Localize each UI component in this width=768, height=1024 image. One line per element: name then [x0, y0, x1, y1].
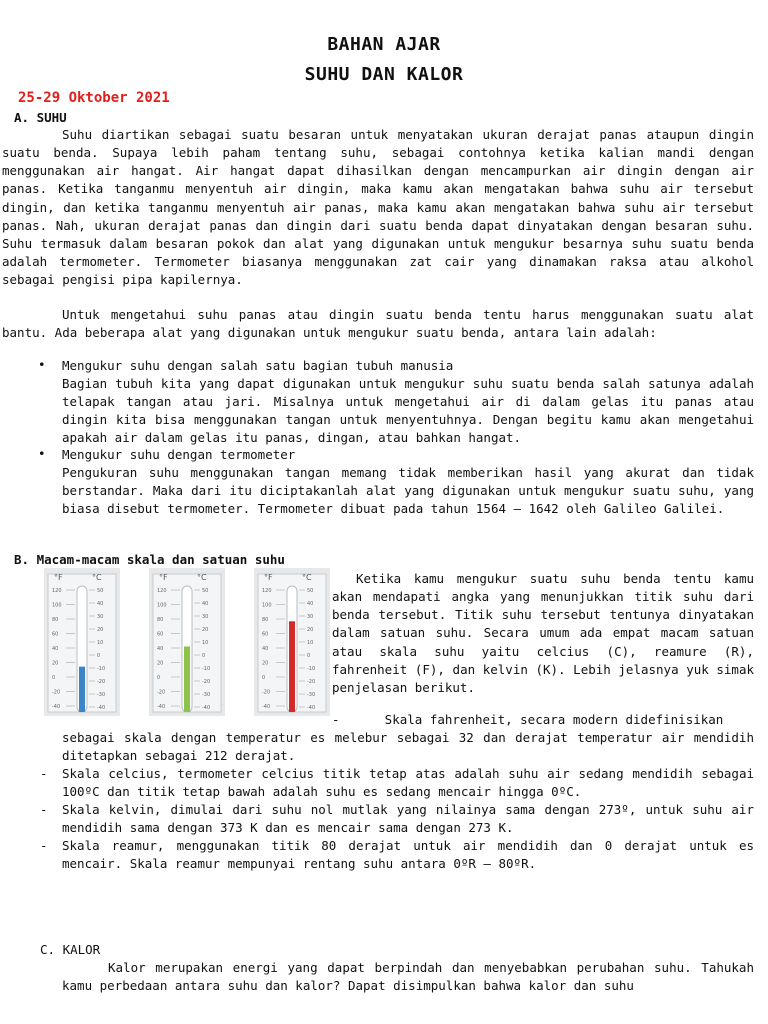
- f-tick-label: 20: [52, 660, 59, 667]
- thermometer-2: [149, 568, 225, 716]
- c-tick-label: -10: [307, 666, 316, 672]
- f-tick-label: 80: [262, 617, 269, 623]
- dash-bullet: -: [40, 802, 48, 817]
- c-tick-label: 10: [307, 640, 314, 646]
- thermometer-3: [254, 568, 330, 716]
- f-tick-label: 20: [157, 660, 164, 667]
- section-a-para2-text: [2, 306, 754, 342]
- f-tick-label: -20: [52, 689, 61, 696]
- c-tick-label: 20: [97, 627, 104, 633]
- f-tick-label: 80: [52, 617, 59, 623]
- c-tick-label: 40: [307, 601, 314, 607]
- celcius-item: Skala celcius, termometer celcius titik tetap atas adalah suhu air sedang mendidih sebagai 100ºC dan titik tetap bawah adalah suhu es sedang mencair hingga 0ºC.: [62, 766, 754, 800]
- f-tick-label: 100: [157, 602, 167, 609]
- section-b-intro-body: Ketika kamu mengukur suatu suhu benda tentu kamu akan mendapati angka yang menunjukkan titik suhu dari benda tersebut. Titik suhu tersebut tentunya dinyatakan dalam satuan suhu. Secara umum ada empat macam satuan atau skala suhu yaitu celcius (C), reamure (R), fahrenheit (F), dan kelvin (K). Lebih jelasnya yuk simak penjelasan berikut.: [332, 571, 754, 695]
- scale-c-label: °C: [302, 573, 312, 582]
- thermometers-graphic: [44, 568, 330, 716]
- bullet-dot: •: [38, 446, 46, 461]
- scale-f-label: °F: [264, 573, 273, 582]
- f-tick-label: 100: [52, 602, 62, 609]
- c-tick-label: 50: [307, 588, 314, 594]
- f-tick-label: 60: [157, 631, 164, 638]
- c-tick-label: 0: [307, 653, 311, 659]
- section-c-para: [62, 959, 754, 995]
- c-tick-label: 20: [202, 627, 209, 633]
- reamur-item: Skala reamur, menggunakan titik 80 derajat untuk air mendidih dan 0 derajat untuk es mencair. Skala reamur mempunyai rentang suhu antara 0ºR – 80ºR.: [62, 838, 754, 872]
- thermometer-liquid: [184, 646, 190, 712]
- scale-f-label: °F: [54, 573, 63, 582]
- f-tick-label: 120: [262, 588, 272, 594]
- c-tick-label: 10: [202, 640, 209, 646]
- bullet-2-title: Mengukur suhu dengan termometer: [62, 447, 296, 462]
- f-tick-label: 120: [52, 588, 62, 594]
- section-b-intro: [332, 570, 754, 697]
- scale-c-label: °C: [92, 573, 102, 582]
- c-tick-label: -30: [97, 692, 106, 698]
- c-tick-label: -40: [307, 705, 316, 711]
- c-tick-label: -10: [97, 666, 106, 672]
- f-tick-label: 60: [52, 631, 59, 638]
- section-c-para-body: Kalor merupakan energi yang dapat berpindah dan menyebabkan perubahan suhu. Tahukah kamu perbedaan antara suhu dan kalor? Dapat disimpulkan bahwa kalor dan suhu: [62, 960, 754, 994]
- c-tick-label: 40: [202, 601, 209, 607]
- f-tick-label: 40: [52, 646, 59, 652]
- c-tick-label: -10: [202, 666, 211, 672]
- section-b-heading: B. Macam-macam skala dan satuan suhu: [14, 552, 285, 567]
- c-tick-label: 30: [307, 614, 314, 620]
- f-tick-label: 0: [262, 675, 266, 681]
- c-tick-label: -40: [97, 705, 106, 711]
- f-tick-label: 0: [157, 675, 161, 681]
- c-tick-label: -40: [202, 705, 211, 711]
- f-tick-label: 100: [262, 602, 272, 609]
- section-a-para1-text: [2, 126, 754, 289]
- bullet-1-body: Bagian tubuh kita yang dapat digunakan untuk mengukur suhu suatu benda salah satunya adalah telapak tangan atau jari. Misalnya untuk mengetahui air di dalam gelas itu panas atau dingin kita bisa menggunakan tangan untuk menyentuhnya. Dengan begitu kamu akan mengetahui apakah air dalam gelas itu panas, dingan, atau bahkan hangat.: [62, 376, 754, 446]
- f-tick-label: -20: [262, 689, 271, 696]
- f-tick-label: 120: [157, 588, 167, 594]
- c-tick-label: -20: [97, 679, 106, 685]
- date-label: 25-29 Oktober 2021: [18, 90, 170, 106]
- f-tick-label: -40: [262, 704, 271, 710]
- f-tick-label: 0: [52, 675, 56, 681]
- bullet-2-body: Pengukuran suhu menggunakan tangan memang tidak memberikan hasil yang akurat dan tidak berstandar. Maka dari itu diciptakanlah alat yang digunakan untuk mengukur suatu suhu, yang biasa disebut termometer. Termometer dibuat pada tahun 1564 – 1642 oleh Galileo Galilei.: [62, 465, 754, 517]
- fahrenheit-rest: sebagai skala dengan temperatur es melebur sebagai 32 dan derajat temperatur air mendidih ditetapkan sebagai 212 derajat.: [62, 730, 754, 764]
- bullet-dot: •: [38, 357, 46, 372]
- f-tick-label: 40: [157, 646, 164, 652]
- dash-bullet: -: [40, 766, 48, 781]
- scale-c-label: °C: [197, 573, 207, 582]
- thermometer-1: [44, 568, 120, 716]
- c-tick-label: 20: [307, 627, 314, 633]
- scale-f-label: °F: [159, 573, 168, 582]
- fahrenheit-lead: - Skala fahrenheit, secara modern didefinisikan: [332, 712, 724, 727]
- section-a-para2-body: Untuk mengetahui suhu panas atau dingin suatu benda tentu harus menggunakan suatu alat bantu. Ada beberapa alat yang digunakan untuk mengukur suatu benda, antara lain adalah:: [2, 307, 754, 341]
- bullet-1-title: Mengukur suhu dengan salah satu bagian tubuh manusia: [62, 358, 454, 373]
- doc-title-line2: SUHU DAN KALOR: [304, 64, 464, 85]
- kelvin-item: Skala kelvin, dimulai dari suhu nol mutlak yang nilainya sama dengan 273º, untuk suhu air mendidih sama dengan 373 K dan es mencair sama dengan 273 K.: [62, 802, 754, 836]
- c-tick-label: -30: [202, 692, 211, 698]
- f-tick-label: 80: [157, 617, 164, 623]
- c-tick-label: -30: [307, 692, 316, 698]
- thermometer-liquid: [79, 667, 85, 712]
- c-tick-label: 10: [97, 640, 104, 646]
- f-tick-label: 60: [262, 631, 269, 638]
- f-tick-label: 20: [262, 660, 269, 667]
- c-tick-label: 50: [97, 588, 104, 594]
- c-tick-label: 0: [97, 653, 101, 659]
- c-tick-label: 40: [97, 601, 104, 607]
- thermometer-liquid: [289, 621, 295, 712]
- c-tick-label: 0: [202, 653, 206, 659]
- section-a-heading: A. SUHU: [14, 110, 67, 125]
- c-tick-label: 50: [202, 588, 209, 594]
- section-c-heading: C. KALOR: [40, 942, 101, 957]
- c-tick-label: 30: [202, 614, 209, 620]
- f-tick-label: -40: [52, 704, 61, 710]
- section-a-para1-body: Suhu diartikan sebagai suatu besaran untuk menyatakan ukuran derajat panas ataupun dingin suatu benda. Supaya lebih paham tentang suhu, sebagai contohnya ketika kalian mandi dengan menggunakan air hangat. Air hangat dapat dihasilkan dengan mencampurkan air dingin dengan air panas. Ketika tanganmu menyentuh air dingin, maka kamu akan mengatakan bahwa suhu air tersebut dingin, dan ketika tanganmu menyentuh air panas, maka kamu akan mengatakan bahwa suhu air tersebut panas. Nah, ukuran derajat panas dan dingin dari suatu benda dapat dinyatakan dengan besaran suhu. Suhu termasuk dalam besaran pokok dan alat yang digunakan untuk mengukur besarnya suhu suatu benda adalah termometer. Termometer biasanya menggunakan zat cair yang dinamakan raksa atau alkohol sebagai pengisi pipa kapilernya.: [2, 127, 754, 288]
- dash-bullet: -: [40, 838, 48, 853]
- thermometer-illustration: [44, 568, 330, 716]
- f-tick-label: -40: [157, 704, 166, 710]
- doc-title-line1: BAHAN AJAR: [327, 34, 441, 55]
- c-tick-label: 30: [97, 614, 104, 620]
- f-tick-label: -20: [157, 689, 166, 696]
- f-tick-label: 40: [262, 646, 269, 652]
- c-tick-label: -20: [202, 679, 211, 685]
- c-tick-label: -20: [307, 679, 316, 685]
